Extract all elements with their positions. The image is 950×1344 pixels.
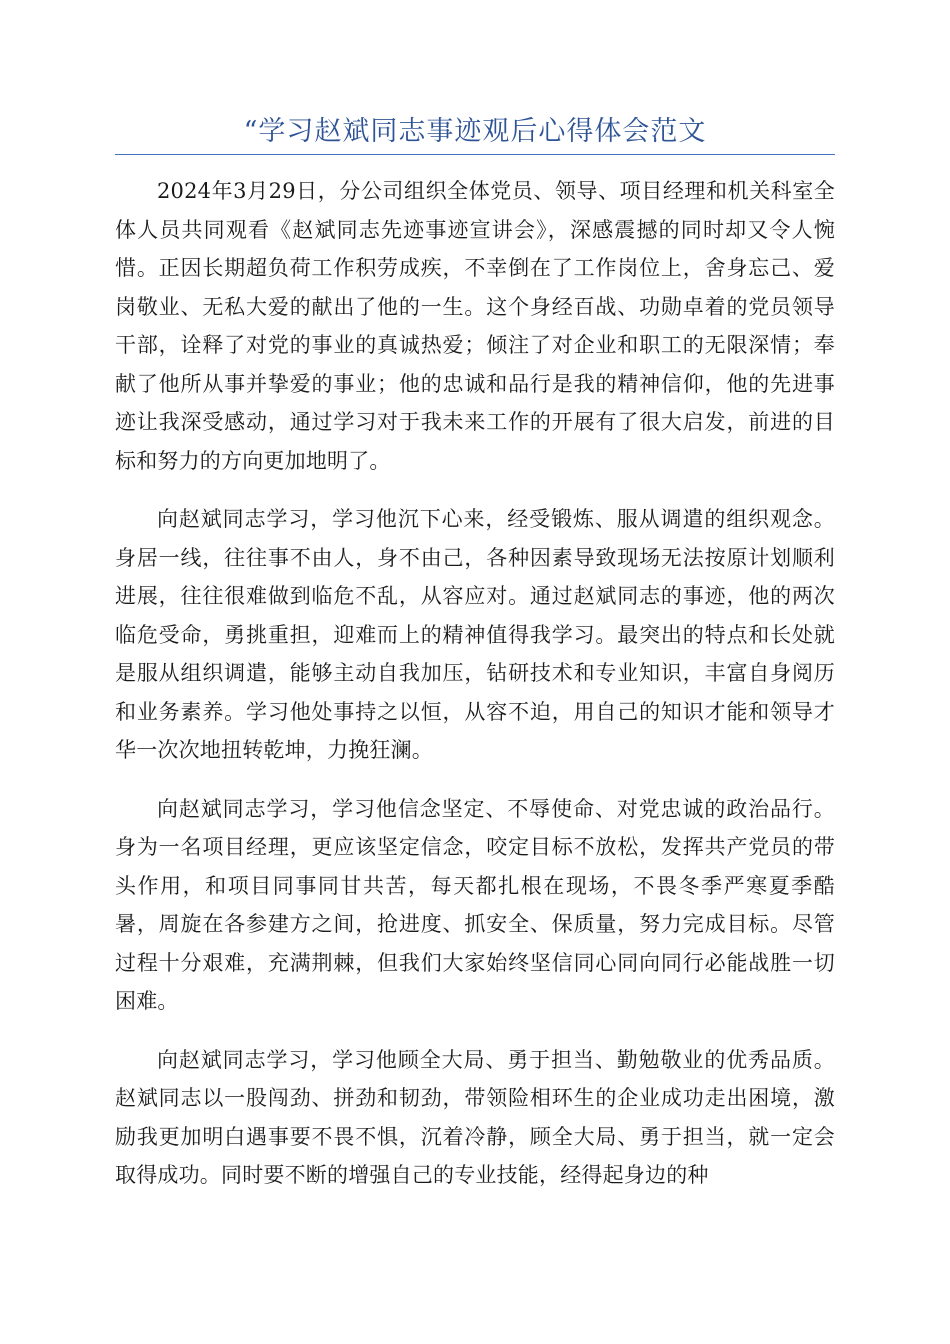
paragraph-3: 向赵斌同志学习，学习他信念坚定、不辱使命、对党忠诚的政治品行。身为一名项目经理，更应该坚定信念，咬定目标不放松，发挥共产党员的带头作用，和项目同事同甘共苦，每天都扎根在现场，不畏冬季严寒夏季酷暑，周旋在各参建方之间，抢进度、抓安全、保质量，努力完成目标。尽管过程十分艰难，充满荆棘，但我们大家始终坚信同心同向同行必能战胜一切困难。: [115, 796, 835, 1013]
paragraph-1: 2024年3月29日，分公司组织全体党员、领导、项目经理和机关科室全体人员共同观看《赵斌同志先迹事迹宣讲会》，深感震撼的同时却又令人惋惜。正因长期超负荷工作积劳成疾，不幸倒在了工作岗位上，舍身忘己、爱岗敬业、无私大爱的献出了他的一生。这个身经百战、功勋卓着的党员领导干部，诠释了对党的事业的真诚热爱；倾注了对企业和职工的无限深情；奉献了他所从事并挚爱的事业；他的忠诚和品行是我的精神信仰，他的先进事迹让我深受感动，通过学习对于我未来工作的开展有了很大启发，前进的目标和努力的方向更加地明了。: [115, 179, 835, 473]
document-body: [115, 172, 835, 1215]
paragraph-4: 向赵斌同志学习，学习他顾全大局、勇于担当、勤勉敬业的优秀品质。赵斌同志以一股闯劲、拼劲和韧劲，带领险相环生的企业成功走出困境，激励我更加明白遇事要不畏不惧，沉着冷静，顾全大局、勇于担当，就一定会取得成功。同时要不断的增强自己的专业技能，经得起身边的种: [115, 1047, 835, 1187]
document-title: “学习赵斌同志事迹观后心得体会范文: [243, 116, 707, 147]
title-underline: [115, 154, 835, 155]
paragraph-2: 向赵斌同志学习，学习他沉下心来，经受锻炼、服从调遣的组织观念。身居一线，往往事不由人，身不由己，各种因素导致现场无法按原计划顺利进展，往往很难做到临危不乱，从容应对。通过赵斌同志的事迹，他的两次临危受命，勇挑重担，迎难而上的精神值得我学习。最突出的特点和长处就是服从组织调遣，能够主动自我加压，钻研技术和专业知识，丰富自身阅历和业务素养。学习他处事持之以恒，从容不迫，用自己的知识才能和领导才华一次次地扭转乾坤，力挽狂澜。: [115, 507, 835, 762]
